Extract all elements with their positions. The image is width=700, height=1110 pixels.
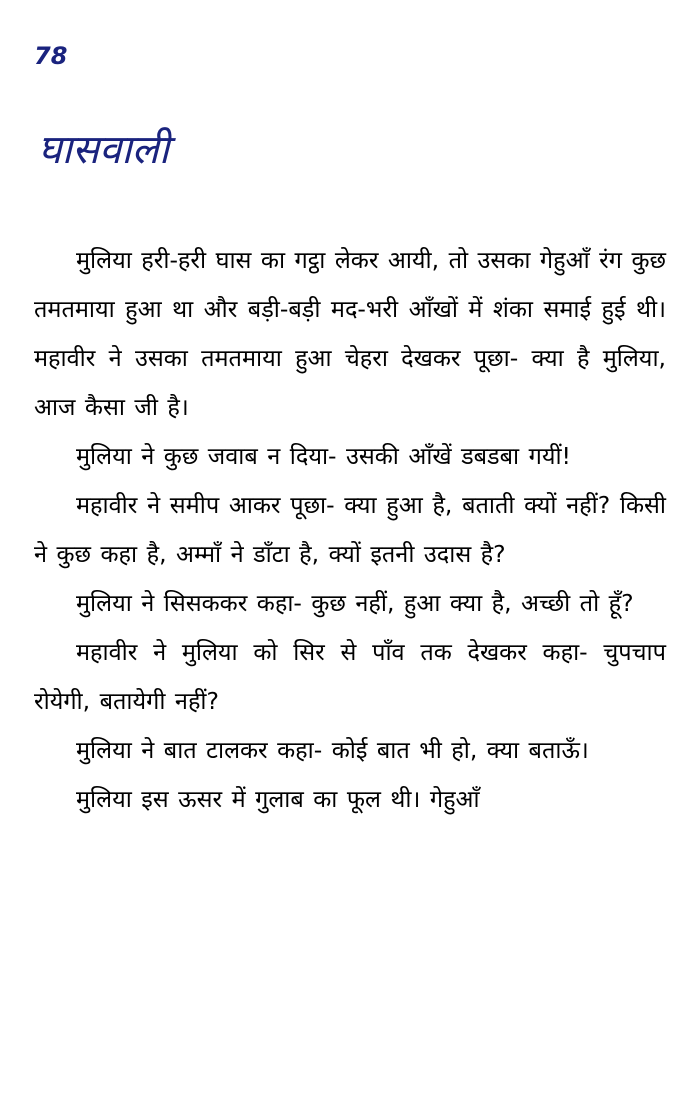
chapter-title: घासवाली [38,127,170,173]
body-text [34,236,666,824]
paragraph-3: महावीर ने समीप आकर पूछा- क्या हुआ है, बताती क्यों नहीं? किसी ने कुछ कहा है, अम्माँ ने डाँटा है, क्यों इतनी उदास है? [34,491,666,568]
page-number: 78 [34,42,68,70]
paragraph-5: महावीर ने मुलिया को सिर से पाँव तक देखकर कहा- चुपचाप रोयेगी, बतायेगी नहीं? [34,638,666,715]
paragraph-4: मुलिया ने सिसककर कहा- कुछ नहीं, हुआ क्या है, अच्छी तो हूँ? [76,589,634,617]
paragraph-6: मुलिया ने बात टालकर कहा- कोई बात भी हो, क्या बताऊँ। [76,736,589,764]
paragraph-1: मुलिया हरी-हरी घास का गट्ठा लेकर आयी, तो उसका गेहुआँ रंग कुछ तमतमाया हुआ था और बड़ी-बड़ी मद-भरी आँखों में शंका समाई हुई थी। महावीर ने उसका तमतमाया हुआ चेहरा देखकर पूछा- क्या है मुलिया, आज कैसा जी है। [34,246,666,421]
paragraph-2: मुलिया ने कुछ जवाब न दिया- उसकी आँखें डबडबा गयीं! [76,442,571,470]
paragraph-7: मुलिया इस ऊसर में गुलाब का फूल थी। गेहुआँ [76,785,480,813]
